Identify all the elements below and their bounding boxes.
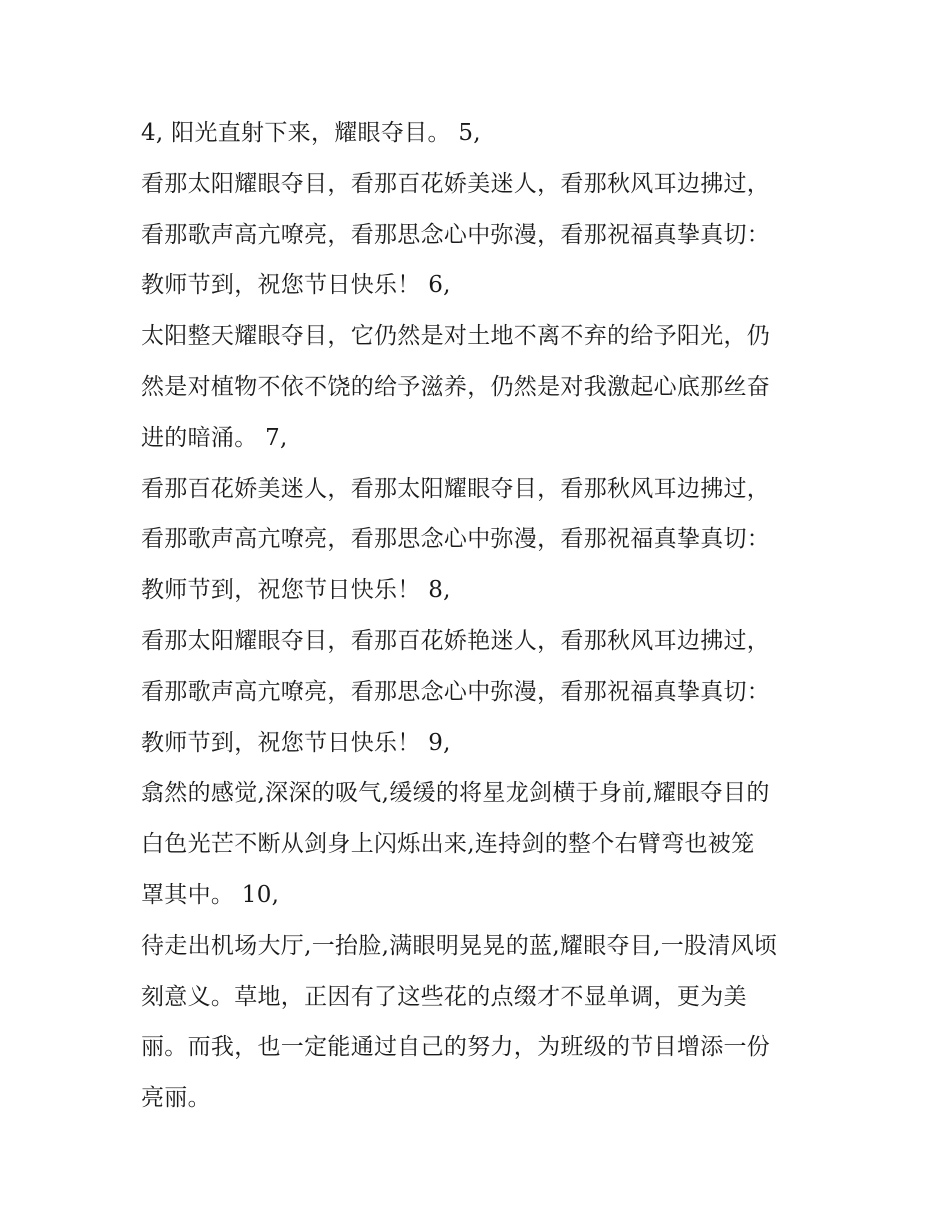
text-line-8: 看那百花娇美迷人，看那太阳耀眼夺目，看那秋风耳边拂过， xyxy=(141,475,771,502)
text-line-1: 4, 阳光直射下来，耀眼夺目。 5, xyxy=(141,120,481,146)
text-line-10: 教师节到，祝您节日快乐！ 8, xyxy=(141,577,451,604)
text-line-13: 教师节到，祝您节日快乐！ 9, xyxy=(141,729,451,756)
text-line-2: 看那太阳耀眼夺目，看那百花娇美迷人，看那秋风耳边拂过， xyxy=(141,170,771,197)
document-body xyxy=(141,108,821,1124)
text-line-7: 进的暗涌。 7, xyxy=(141,424,288,451)
text-line-14: 翕然的感觉,深深的吸气,缓缓的将星龙剑横于身前,耀眼夺目的 xyxy=(141,780,770,807)
text-line-17: 待走出机场大厅,一抬脸,满眼明晃晃的蓝,耀眼夺目,一股清风顷 xyxy=(141,932,778,959)
text-line-18: 刻意义。草地，正因有了这些花的点缀才不显单调，更为美 xyxy=(141,983,747,1010)
text-line-12: 看那歌声高亢嘹亮，看那思念心中弥漫，看那祝福真挚真切： xyxy=(141,678,771,705)
text-line-9: 看那歌声高亢嘹亮，看那思念心中弥漫，看那祝福真挚真切： xyxy=(141,526,771,553)
text-line-16: 罩其中。 10, xyxy=(141,881,280,908)
text-line-15: 白色光芒不断从剑身上闪烁出来,连持剑的整个右臂弯也被笼 xyxy=(141,831,755,858)
text-line-19: 丽。而我，也一定能通过自己的努力，为班级的节目增添一份 xyxy=(141,1034,771,1061)
text-line-6: 然是对植物不依不饶的给予滋养，仍然是对我激起心底那丝奋 xyxy=(141,373,771,400)
text-line-3: 看那歌声高亢嘹亮，看那思念心中弥漫，看那祝福真挚真切： xyxy=(141,221,771,248)
text-line-5: 太阳整天耀眼夺目，它仍然是对土地不离不弃的给予阳光，仍 xyxy=(141,323,771,350)
text-line-4: 教师节到，祝您节日快乐！ 6, xyxy=(141,272,451,299)
text-line-11: 看那太阳耀眼夺目，看那百花娇艳迷人，看那秋风耳边拂过， xyxy=(141,627,771,654)
text-line-20: 亮丽。 xyxy=(141,1085,211,1112)
